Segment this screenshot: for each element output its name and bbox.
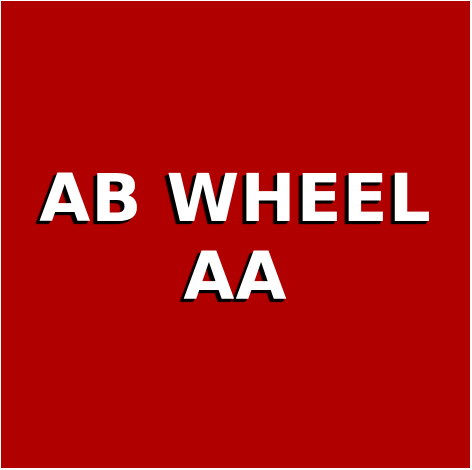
thumbnail-tile xyxy=(1,1,470,468)
title-line-2: AA xyxy=(183,237,288,315)
title-line-1: AB WHEEL xyxy=(39,159,432,237)
